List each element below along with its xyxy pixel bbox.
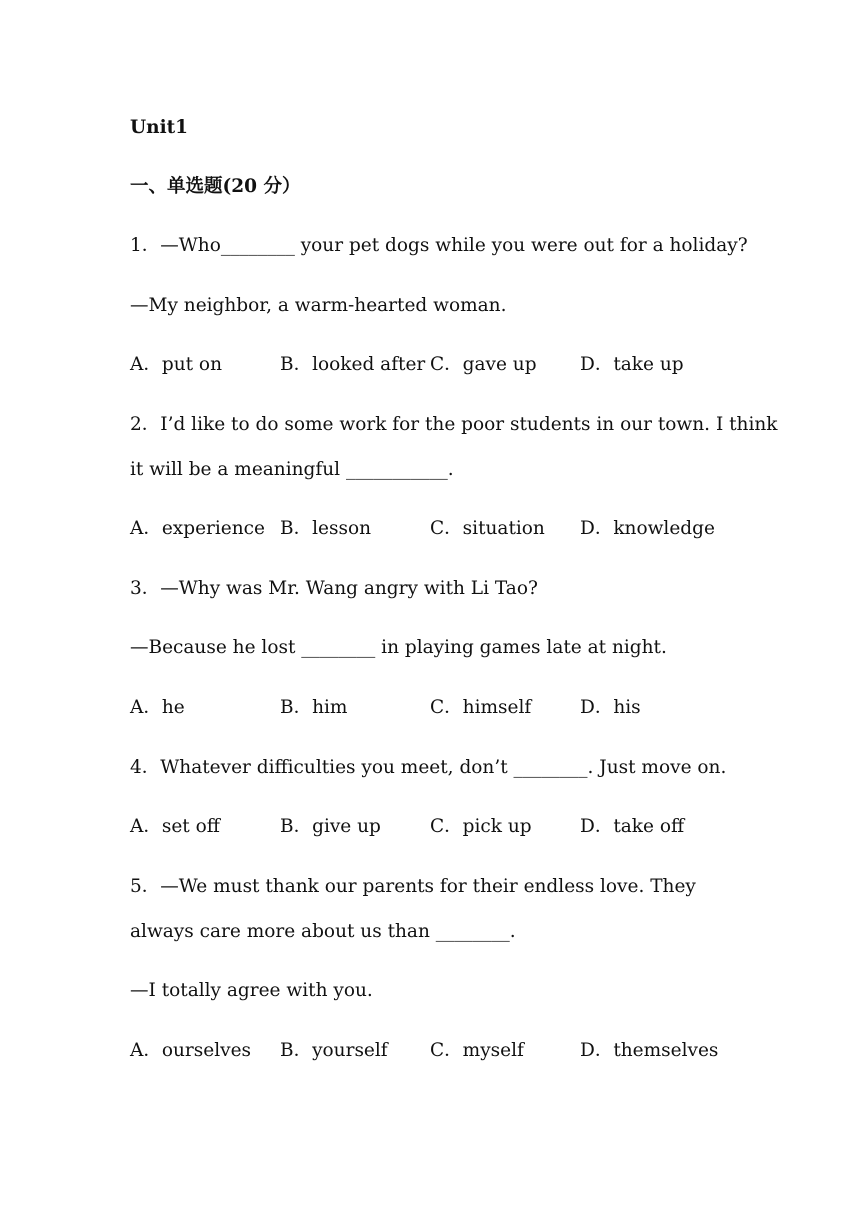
section-title: 一、单选题(20 分） [130,176,301,197]
question-4-option-b: B．give up [280,816,381,837]
question-5-stem: 5．—We must thank our parents for their endless love. They [130,876,696,897]
question-5-answer-line: —I totally agree with you. [130,980,373,1001]
question-4-option-a: A．set off [130,816,220,837]
question-1-option-d: D．take up [580,354,684,375]
question-4-stem: 4．Whatever difficulties you meet, don’t ________. Just move on. [130,757,727,778]
question-1-stem: 1．—Who________ your pet dogs while you were out for a holiday? [130,235,748,256]
question-2-option-c: C．situation [430,518,545,539]
question-2-option-d: D．knowledge [580,518,715,539]
question-2-stem: 2．I’d like to do some work for the poor students in our town. I think [130,414,778,435]
question-1-option-a: A．put on [130,354,222,375]
question-5-option-c: C．myself [430,1040,524,1061]
question-2-stem-continued: it will be a meaningful ___________. [130,459,454,480]
question-5-option-a: A．ourselves [130,1040,252,1061]
question-5-option-b: B．yourself [280,1040,388,1061]
question-5-option-d: D．themselves [580,1040,719,1061]
question-1-option-b: B．looked after [280,354,426,375]
unit-title: Unit1 [130,117,189,138]
question-3-option-d: D．his [580,697,641,718]
question-5-stem-continued: always care more about us than ________. [130,921,516,942]
question-2-option-b: B．lesson [280,518,372,539]
question-3-answer-line: —Because he lost ________ in playing games late at night. [130,637,667,658]
question-4-option-d: D．take off [580,816,685,837]
question-3-option-a: A．he [130,697,185,718]
question-4-option-c: C．pick up [430,816,532,837]
question-2-option-a: A．experience [130,518,265,539]
question-3-option-b: B．him [280,697,348,718]
question-3-stem: 3．—Why was Mr. Wang angry with Li Tao? [130,578,538,599]
question-1-answer-line: —My neighbor, a warm-hearted woman. [130,295,507,316]
question-3-option-c: C．himself [430,697,532,718]
question-1-option-c: C．gave up [430,354,537,375]
